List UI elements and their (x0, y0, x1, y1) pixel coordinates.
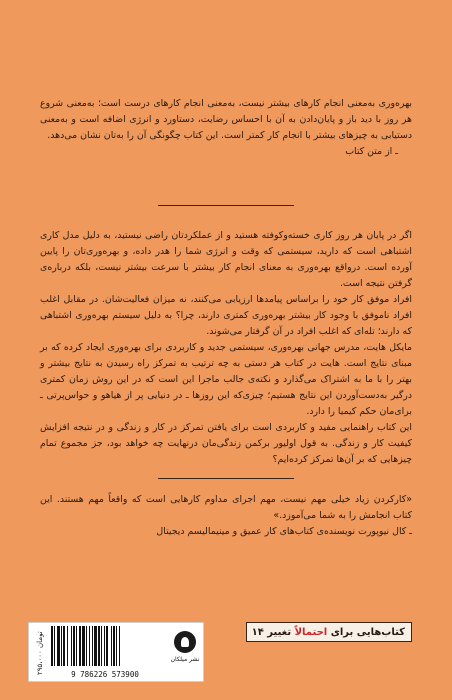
divider-top (158, 205, 294, 206)
quote-attribution: ـ کال نیوپورت نویسنده‌ی کتاب‌های کار عمیق و مینیمالیسم دیجیتال (156, 526, 412, 537)
body-section (40, 228, 412, 468)
price-label: ۲۹۵،۰۰۰ تومان (36, 631, 44, 675)
quote-section (40, 492, 412, 540)
series-prefix: کتاب‌هایی برای (330, 627, 405, 638)
intro-attribution: ـ از متن کتاب (345, 146, 398, 157)
barcode-panel (28, 622, 204, 682)
series-suffix: تغییر (267, 627, 292, 638)
series-highlight: احتمالاً (294, 627, 328, 638)
body-paragraph: این کتاب راهنمایی مفید و کاربردی است برای یافتن تمرکز در کار و زندگی و در نتیجه افزایش کیفیت کار و زندگی. به قول اولیور برکمن زندگی‌مان درنهایت چه خواهد بود، جز مجموع تمام چیزهایی که بر آن‌ها تمرکز کرده‌ایم؟ (40, 422, 412, 465)
intro-section (40, 96, 412, 160)
body-paragraph: مایکل هایت، مدرس جهانی بهره‌وری، سیستمی جدید و کاربردی برای بهره‌وری ایجاد کرده که بر مبنای نتایج است. هایت در کتاب هر دستی به چه ترتیب به تمرکز راه رسیدن به نتایج بیشتر و بهتر را با ما به اشتراک می‌گذارد و نکته‌ی جالب ماجرا این است که در این روش زمان کمتری درگیر به‌دست‌آوردن این نتایج هستیم؛ چیزی‌که این روزها ـ در دنیایی پر از هیاهو و حواس‌پرتی ـ برای‌مان حکم کیمیا را دارد. (40, 342, 412, 417)
publisher-logo (169, 631, 201, 675)
publisher-name: نشر میلکان (170, 656, 200, 663)
intro-text: بهره‌وری به‌معنی انجام کارهای بیشتر نیست، به‌معنی انجام کارهای درست است؛ به‌معنی شروع هر روز با دید باز و پایان‌دادن به آن با احساس رضایت، دستاورد و انرژی اضافه است و به‌معنی دستیابی به چیزهای بیشتر با انجام کار کمتر است. این کتاب چگونگی آن را به‌تان نشان می‌دهد. (40, 98, 412, 141)
series-number: ۱۴ (251, 627, 264, 638)
isbn-number: 9 786226 573900 (71, 670, 139, 679)
series-label (246, 622, 412, 642)
body-paragraph: افراد موفق کار خود را براساس پیامدها ارزیابی می‌کنند، نه میزان فعالیت‌شان. در مقابل اغلب افراد ناموفق با وجود کار بیشتر بهره‌وری کمتری دارند، چرا؟ به دلیل سیستم بهره‌وری اشتباهی که دارند؛ تله‌ای که اغلب افراد در آن گرفتار می‌شوند. (40, 294, 412, 337)
divider-bottom (158, 478, 294, 479)
barcode (49, 626, 161, 668)
body-paragraph: اگر در پایان هر روز کاری خسته‌وکوفته هستید و از عملکردتان راضی نیستید، به دلیل مدل کاری اشتباهی است که دارید، سیستمی که وقت و انرژی شما را هدر داده، و بهره‌وری‌تان را پایین آورده است. درواقع بهره‌وری به معنای انجام کار بیشتر با سرعت بیشتر نیست، بلکه درباره‌ی گرفتن نتیجه است. (40, 230, 412, 289)
milkan-logo-icon (174, 631, 196, 653)
quote-text: «کارکردن زیاد خیلی مهم نیست، مهم اجرای مداوم کارهایی است که واقعاً مهم هستند. این کتاب انجامش را به شما می‌آموزد.» (40, 494, 412, 521)
